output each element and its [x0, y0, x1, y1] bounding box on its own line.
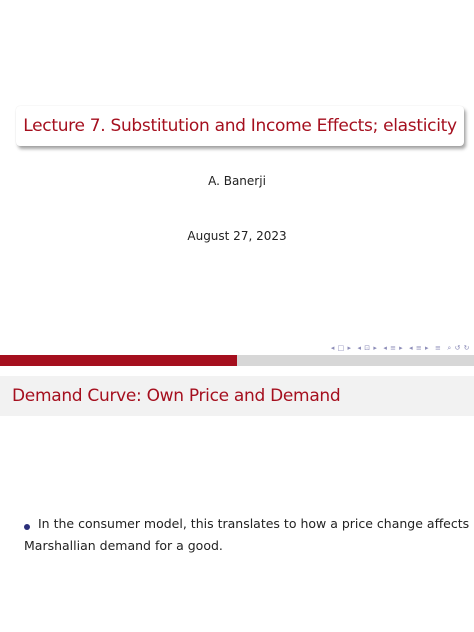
nav-section-icon[interactable]: ◂ ≡ ▸	[383, 344, 404, 352]
frame-title: Demand Curve: Own Price and Demand	[12, 386, 341, 406]
frame-header	[0, 376, 474, 416]
progress-bar	[0, 355, 474, 366]
author-name: A. Banerji	[208, 174, 266, 188]
nav-appendix-icon[interactable]: ≡	[435, 344, 442, 352]
progress-bar-fill	[0, 355, 237, 366]
beamer-navigation[interactable]	[331, 344, 470, 353]
nav-frame-icon[interactable]: ◂ □ ▸	[330, 344, 352, 352]
title-box	[16, 106, 464, 146]
presentation-date: August 27, 2023	[187, 229, 287, 243]
bullet-line-2: Marshallian demand for a good.	[24, 538, 223, 553]
nav-document-icon[interactable]: ◂ ≡ ▸	[409, 344, 430, 352]
nav-search-icon[interactable]: ⌕ ↺ ↻	[447, 344, 470, 352]
bullet-text	[24, 513, 470, 557]
bullet-line-1: In the consumer model, this translates to how a price change affects	[38, 516, 470, 531]
slide-title: Lecture 7. Substitution and Income Effects; elasticity	[23, 116, 457, 136]
bullet-icon	[24, 524, 30, 530]
nav-subsection-icon[interactable]: ◂ ⊡ ▸	[357, 344, 378, 352]
bullet-item	[24, 516, 470, 557]
